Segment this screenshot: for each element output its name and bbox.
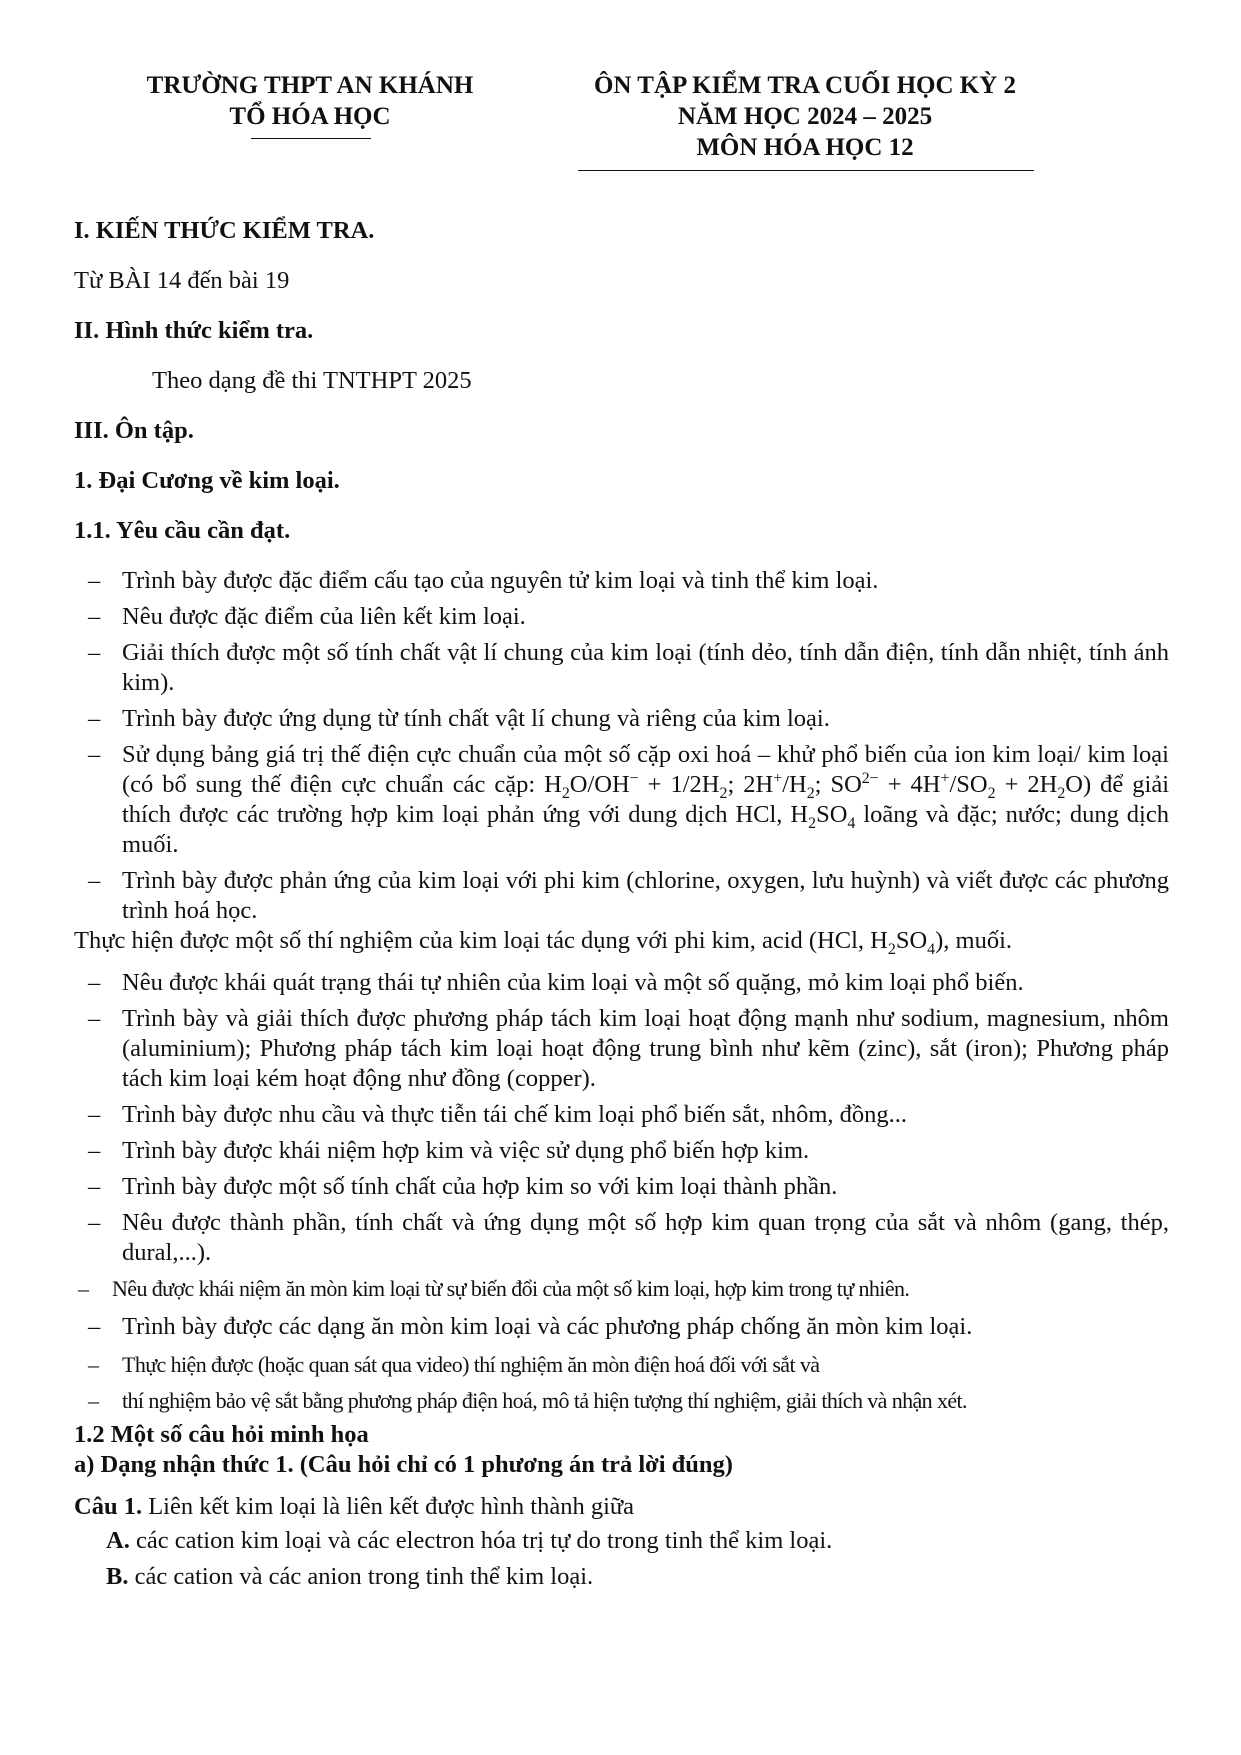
question-1-label: Câu 1. xyxy=(74,1493,143,1520)
question-1-option-a: A. các cation kim loại và các electron hóa trị tự do trong tinh thể kim loại. xyxy=(106,1527,833,1554)
section-1-title: I. KIẾN THỨC KIỂM TRA. xyxy=(74,217,375,244)
header-underline-left xyxy=(251,138,371,139)
requirement-item: – Trình bày và giải thích được phương pháp tách kim loại hoạt động mạnh như sodium, magnesium, nhôm (aluminium); Phương pháp tách kim loại hoạt động trung bình như kẽm (zinc), sắt (iron); Phương pháp tách kim loại kém hoạt động như đồng (copper). xyxy=(88,1004,1169,1094)
requirement-item: – Nêu được đặc điểm của liên kết kim loại. xyxy=(88,602,1169,632)
requirements-list-h xyxy=(74,1350,1169,1416)
header-underline-right xyxy=(578,170,1034,171)
exam-header xyxy=(570,70,1040,163)
requirement-item: – Trình bày được khái niệm hợp kim và việc sử dụng phổ biến hợp kim. xyxy=(88,1136,1169,1166)
subject: MÔN HÓA HỌC 12 xyxy=(696,134,914,161)
requirement-item: – thí nghiệm bảo vệ sắt bằng phương pháp điện hoá, mô tả hiện tượng thí nghiệm, giải thích và nhận xét. xyxy=(88,1386,1169,1416)
requirement-item: – Trình bày được đặc điểm cấu tạo của nguyên tử kim loại và tinh thể kim loại. xyxy=(88,566,1169,596)
requirements-list-d xyxy=(74,1312,1169,1342)
section-3-sub1: 1. Đại Cương về kim loại. xyxy=(74,467,340,494)
section-3-title: III. Ôn tập. xyxy=(74,417,194,444)
school-year: NĂM HỌC 2024 – 2025 xyxy=(677,103,933,130)
requirements-list-a xyxy=(74,566,1169,926)
exam-title: ÔN TẬP KIỂM TRA CUỐI HỌC KỲ 2 xyxy=(593,72,1017,99)
section-12-title: 1.2 Một số câu hỏi minh họa xyxy=(74,1421,369,1448)
requirement-item: – Thực hiện được (hoặc quan sát qua video) thí nghiệm ăn mòn điện hoá đối với sắt và xyxy=(88,1350,1169,1380)
requirements-list-b xyxy=(74,968,1169,1268)
requirements-list-c xyxy=(74,1274,1169,1304)
requirement-item-electrode: – Sử dụng bảng giá trị thế điện cực chuẩn của một số cặp oxi hoá – khử phổ biến của ion kim loại/ kim loại (có bổ sung thế điện cực chuẩn các cặp: $H_2O/OH^- + 1/2H_2$; $2H^+/H_2$; $SO^{2-} + 4H^+/SO_2 + 2H_2O$) để giải thích được các trường hợp kim loại phản ứng với dung dịch HCl, $H_2SO_4$ loãng và đặc; nước; dung dịch muối. xyxy=(88,740,1169,860)
question-1-option-b: B. các cation và các anion trong tinh thể kim loại. xyxy=(106,1563,594,1590)
school-header xyxy=(110,70,510,132)
question-1 xyxy=(74,1492,1169,1522)
section-3-sub11: 1.1. Yêu cầu cần đạt. xyxy=(74,517,291,544)
department-name: TỔ HÓA HỌC xyxy=(229,103,391,130)
question-1-text: Liên kết kim loại là liên kết được hình thành giữa xyxy=(142,1493,635,1520)
section-2-title: II. Hình thức kiểm tra. xyxy=(74,317,314,344)
document-body xyxy=(74,216,1169,1592)
requirement-item: – Trình bày được ứng dụng từ tính chất vật lí chung và riêng của kim loại. xyxy=(88,704,1169,734)
school-name: TRƯỜNG THPT AN KHÁNH xyxy=(146,72,474,99)
requirement-item: – Nêu được khái niệm ăn mòn kim loại từ sự biến đổi của một số kim loại, hợp kim trong tự nhiên. xyxy=(78,1274,1169,1304)
requirement-item: – Nêu được thành phần, tính chất và ứng dụng một số hợp kim quan trọng của sắt và nhôm (gang, thép, dural,...). xyxy=(88,1208,1169,1268)
requirement-experiment: Thực hiện được một số thí nghiệm của kim loại tác dụng với phi kim, acid (HCl, $H_2SO_4$), muối. xyxy=(74,927,1013,958)
requirement-item: – Trình bày được nhu cầu và thực tiễn tái chế kim loại phổ biến sắt, nhôm, đồng... xyxy=(88,1100,1169,1130)
section-1-body: Từ BÀI 14 đến bài 19 xyxy=(74,267,290,294)
requirement-item: – Nêu được khái quát trạng thái tự nhiên của kim loại và một số quặng, mỏ kim loại phổ biến. xyxy=(88,968,1169,998)
section-2-body: Theo dạng đề thi TNTHPT 2025 xyxy=(152,367,472,394)
requirement-item: – Trình bày được phản ứng của kim loại với phi kim (chlorine, oxygen, lưu huỳnh) và viết được các phương trình hoá học. xyxy=(88,866,1169,926)
requirement-item: – Trình bày được một số tính chất của hợp kim so với kim loại thành phần. xyxy=(88,1172,1169,1202)
requirement-item: – Giải thích được một số tính chất vật lí chung của kim loại (tính dẻo, tính dẫn điện, tính dẫn nhiệt, tính ánh kim). xyxy=(88,638,1169,698)
section-12a-title: a) Dạng nhận thức 1. (Câu hỏi chỉ có 1 phương án trả lời đúng) xyxy=(74,1451,733,1478)
requirement-item: – Trình bày được các dạng ăn mòn kim loại và các phương pháp chống ăn mòn kim loại. xyxy=(88,1312,1169,1342)
